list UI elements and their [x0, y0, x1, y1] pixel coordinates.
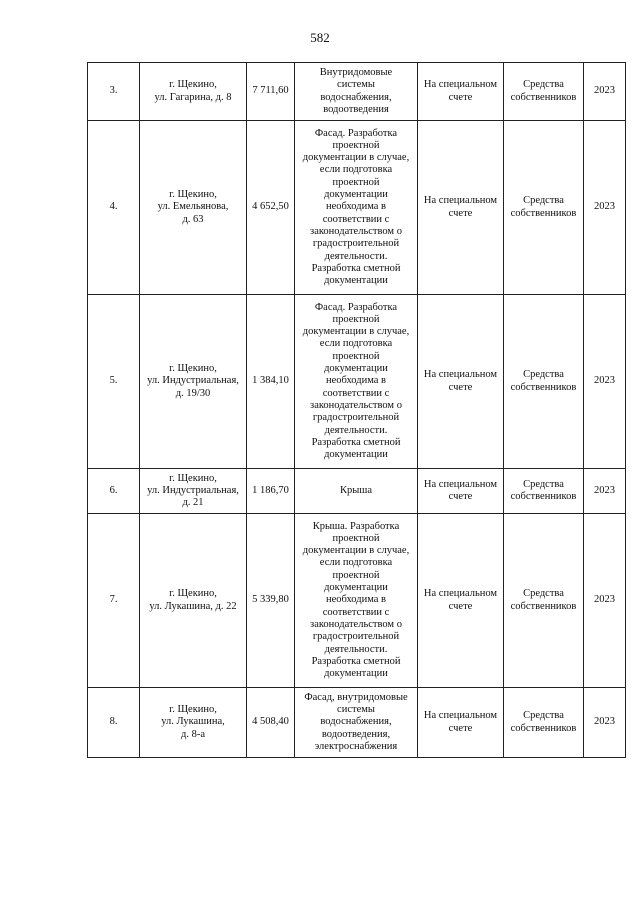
- account-line: На специальном: [423, 478, 498, 490]
- address-line: г. Щекино,: [169, 588, 217, 600]
- works-line: Разработка сметной: [311, 262, 401, 274]
- row-number-cell: 4.: [88, 121, 140, 295]
- funding-source-cell: [504, 688, 584, 758]
- funding-source-cell: [504, 63, 584, 121]
- works-line: водоснабжения,: [320, 716, 392, 728]
- area-cell: 1 384,10: [247, 295, 295, 469]
- table-row: [88, 688, 626, 758]
- works-line: градостроительной: [312, 631, 400, 643]
- works-line: проектной: [332, 532, 380, 544]
- funding-source-cell: [504, 295, 584, 469]
- address-line: д. 21: [182, 497, 204, 509]
- works-cell: [295, 469, 418, 514]
- table-row: [88, 295, 626, 469]
- row-number-cell: 6.: [88, 469, 140, 514]
- works-line: проектной: [332, 139, 380, 151]
- works-cell: [295, 688, 418, 758]
- row-number-cell: 8.: [88, 688, 140, 758]
- works-line: документации: [324, 582, 388, 594]
- works-line: документации: [324, 449, 388, 461]
- funding-source-line: собственников: [510, 491, 577, 502]
- address-line: д. 19/30: [175, 387, 211, 399]
- account-line: счете: [448, 207, 473, 219]
- account-line: счете: [448, 91, 473, 103]
- works-line: водоснабжения,: [320, 91, 392, 103]
- works-line: если подготовка: [319, 338, 393, 350]
- year-cell: 2023: [584, 295, 626, 469]
- funding-source-cell: [504, 121, 584, 295]
- year-cell: 2023: [584, 121, 626, 295]
- works-cell: [295, 121, 418, 295]
- address-line: г. Щекино,: [169, 472, 217, 484]
- repair-works-table: [87, 62, 626, 758]
- funding-source-line: собственников: [510, 722, 577, 734]
- works-line: Разработка сметной: [311, 436, 401, 448]
- address-line: д. 63: [182, 213, 204, 225]
- address-cell: [140, 469, 247, 514]
- account-line: На специальном: [423, 710, 498, 722]
- address-line: г. Щекино,: [169, 79, 217, 91]
- works-line: системы: [337, 704, 375, 716]
- funding-source-line: собственников: [510, 91, 577, 103]
- works-line: соответствии с: [322, 213, 390, 225]
- page-number: 582: [310, 30, 330, 45]
- works-line: необходима в: [325, 594, 387, 606]
- address-line: ул. Емельянова,: [157, 201, 229, 213]
- works-line: проектной: [332, 569, 380, 581]
- area-cell: 7 711,60: [247, 63, 295, 121]
- works-line: документации в случае,: [302, 326, 410, 338]
- account-cell: [418, 295, 504, 469]
- works-line: проектной: [332, 176, 380, 188]
- works-line: законодательством о: [310, 225, 402, 237]
- works-line: документации: [324, 189, 388, 201]
- works-line: Крыша: [339, 484, 373, 496]
- row-number-cell: 7.: [88, 514, 140, 688]
- funding-source-line: Средства: [523, 710, 564, 722]
- works-line: градостроительной: [312, 238, 400, 250]
- account-line: На специальном: [423, 588, 498, 600]
- works-line: документации в случае,: [302, 545, 410, 557]
- works-cell: [295, 514, 418, 688]
- works-line: Внутридомовые: [319, 66, 393, 78]
- address-cell: [140, 514, 247, 688]
- works-line: деятельности.: [324, 643, 388, 655]
- table-row: [88, 63, 626, 121]
- row-number-cell: 3.: [88, 63, 140, 121]
- address-line: ул. Лукашина,: [161, 716, 225, 728]
- funding-source-cell: [504, 514, 584, 688]
- account-line: счете: [448, 722, 473, 734]
- address-line: г. Щекино,: [169, 363, 217, 375]
- works-line: документации: [324, 363, 388, 375]
- works-line: если подготовка: [319, 557, 393, 569]
- works-line: деятельности.: [324, 424, 388, 436]
- area-cell: 4 508,40: [247, 688, 295, 758]
- address-line: ул. Гагарина, д. 8: [154, 91, 232, 103]
- area-cell: 5 339,80: [247, 514, 295, 688]
- funding-source-cell: [504, 469, 584, 514]
- year-cell: 2023: [584, 514, 626, 688]
- account-line: счете: [448, 600, 473, 612]
- funding-source-line: Средства: [523, 478, 564, 490]
- account-line: счете: [448, 381, 473, 393]
- works-line: необходима в: [325, 201, 387, 213]
- table-row: [88, 514, 626, 688]
- account-line: На специальном: [423, 195, 498, 207]
- works-line: если подготовка: [319, 164, 393, 176]
- works-line: градостроительной: [312, 412, 400, 424]
- address-cell: [140, 63, 247, 121]
- funding-source-line: собственников: [510, 381, 577, 393]
- address-line: ул. Лукашина, д. 22: [149, 600, 237, 612]
- works-cell: [295, 63, 418, 121]
- works-line: проектной: [332, 313, 380, 325]
- works-line: Фасад. Разработка: [314, 301, 398, 313]
- year-cell: 2023: [584, 63, 626, 121]
- works-line: Фасад, внутридомовые: [304, 691, 408, 703]
- account-cell: [418, 63, 504, 121]
- funding-source-line: Средства: [523, 195, 564, 207]
- works-line: проектной: [332, 350, 380, 362]
- works-line: Крыша. Разработка: [312, 520, 400, 532]
- works-line: законодательством о: [310, 399, 402, 411]
- works-line: Разработка сметной: [311, 655, 401, 667]
- account-cell: [418, 469, 504, 514]
- works-line: электроснабжения: [314, 740, 398, 752]
- address-line: г. Щекино,: [169, 704, 217, 716]
- works-line: документации: [324, 668, 388, 680]
- area-cell: 4 652,50: [247, 121, 295, 295]
- funding-source-line: собственников: [510, 207, 577, 219]
- works-line: необходима в: [325, 375, 387, 387]
- account-line: На специальном: [423, 369, 498, 381]
- works-line: деятельности.: [324, 250, 388, 262]
- year-cell: 2023: [584, 688, 626, 758]
- works-line: системы: [337, 79, 375, 91]
- works-line: документации: [324, 275, 388, 287]
- address-cell: [140, 295, 247, 469]
- works-line: водоотведения,: [321, 728, 391, 740]
- funding-source-line: Средства: [523, 588, 564, 600]
- account-cell: [418, 514, 504, 688]
- account-line: На специальном: [423, 79, 498, 91]
- works-line: соответствии с: [322, 387, 390, 399]
- address-line: д. 8-а: [181, 728, 205, 740]
- funding-source-line: Средства: [523, 369, 564, 381]
- funding-source-line: собственников: [510, 600, 577, 612]
- address-line: ул. Индустриальная,: [147, 484, 239, 496]
- works-cell: [295, 295, 418, 469]
- works-line: законодательством о: [310, 618, 402, 630]
- account-line: счете: [448, 491, 473, 502]
- works-line: водоотведения: [323, 103, 389, 115]
- table-body: [88, 63, 626, 758]
- row-number-cell: 5.: [88, 295, 140, 469]
- works-line: Фасад. Разработка: [314, 127, 398, 139]
- works-line: документации в случае,: [302, 152, 410, 164]
- address-cell: [140, 121, 247, 295]
- account-cell: [418, 121, 504, 295]
- area-cell: 1 186,70: [247, 469, 295, 514]
- table-row: [88, 469, 626, 514]
- account-cell: [418, 688, 504, 758]
- year-cell: 2023: [584, 469, 626, 514]
- works-line: соответствии с: [322, 606, 390, 618]
- address-cell: [140, 688, 247, 758]
- funding-source-line: Средства: [523, 79, 564, 91]
- address-line: г. Щекино,: [169, 189, 217, 201]
- table-row: [88, 121, 626, 295]
- address-line: ул. Индустриальная,: [147, 375, 239, 387]
